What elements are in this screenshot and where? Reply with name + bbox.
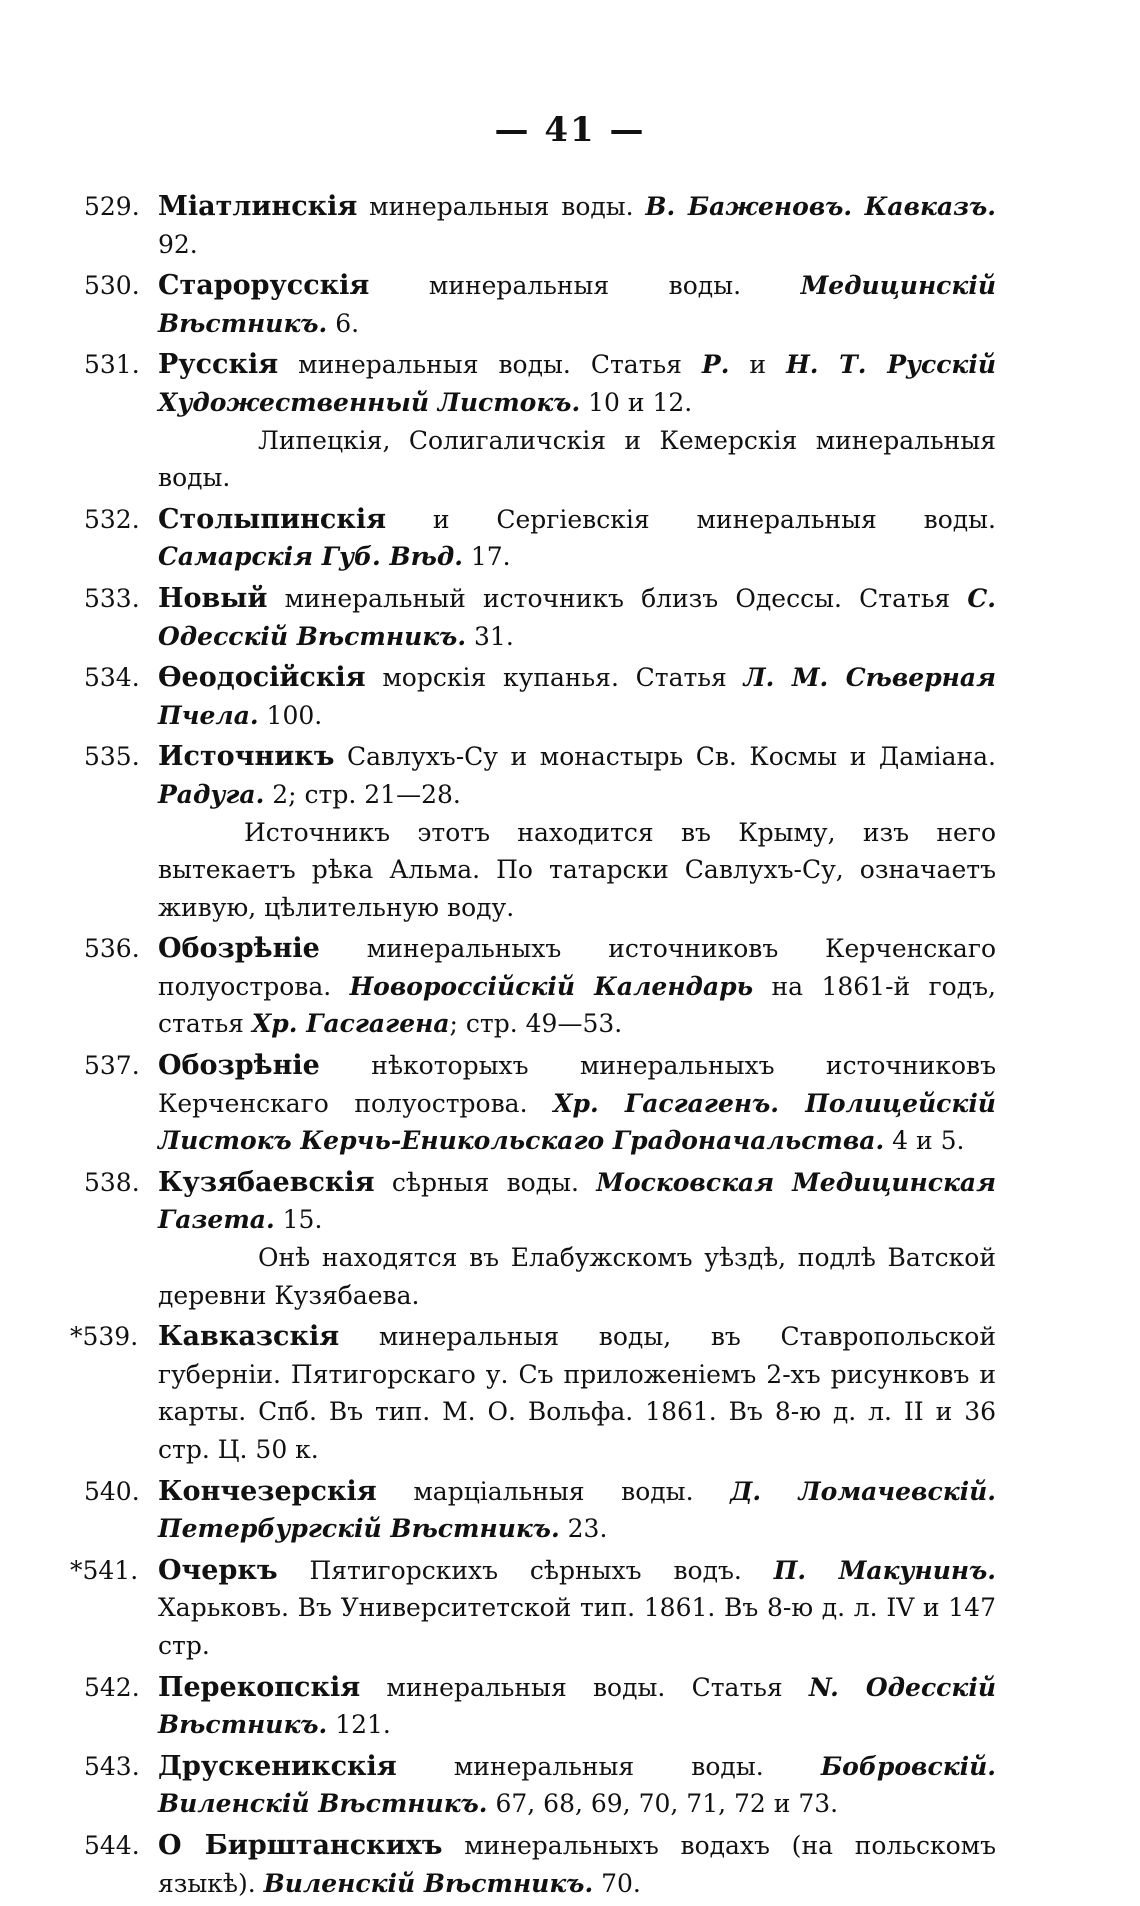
entry-542 (84, 1669, 996, 1744)
entry-text: минеральныя воды, въ Ставропольской губерніи. Пятигорскаго у. Съ приложеніемъ 2-хъ рисунковъ и карты. Спб. Въ тип. М. О. Вольфа. 1861. Въ 8-ю д. л. II и 36 стр. Ц. 50 к. (158, 1322, 996, 1464)
entry-source: Д. Ломачевскій. Петербургскій Вѣстникъ. (158, 1476, 996, 1544)
entry-text: и Сергіевскія минеральныя воды. (386, 504, 996, 534)
entry-imprint: Харьковъ. Въ Университетской тип. 1861. Въ 8-ю д. л. IV и 147 стр. (158, 1593, 996, 1660)
entry-source: N. Одесскій Вѣстникъ. (158, 1672, 996, 1740)
entry-heading: Обозрѣніе (158, 933, 320, 965)
bibliography-list (70, 188, 997, 1906)
entry-heading: О Бирштанскихъ (158, 1829, 443, 1861)
entry-536 (84, 930, 996, 1043)
entry-number: 543. (84, 1751, 140, 1781)
page-number: — 41 — (494, 110, 646, 150)
entry-text: морскія купанья. Статья (365, 663, 744, 693)
entry-number: *539. (70, 1322, 139, 1352)
entry-text: на 1861-й годъ, статья (158, 971, 996, 1039)
entry-issue: 100. (258, 700, 323, 730)
entry-author: Хр. Гасгагена (251, 1009, 450, 1039)
entry-note: Источникъ этотъ находится въ Крыму, изъ него вытекаетъ рѣка Альма. По татарски Савлухъ-Су, означаетъ живую, цѣлительную воду. (158, 817, 996, 922)
entry-issue: 67, 68, 69, 70, 71, 72 и 73. (487, 1789, 839, 1819)
entry-heading: Кончезерскія (158, 1475, 377, 1507)
entry-issue: 17. (462, 542, 511, 572)
entry-issue: 92. (158, 229, 198, 259)
entry-heading: Міатлинскія (158, 191, 358, 222)
entry-number: 530. (84, 271, 140, 301)
entry-issue: 31. (466, 621, 514, 651)
entry-text: минеральныя воды. (357, 192, 646, 221)
entry-text: минеральныя воды. (369, 271, 801, 301)
entry-530 (84, 267, 996, 342)
entry-text: нѣкоторыхъ минеральныхъ источниковъ Керченскаго полуострова. (158, 1051, 996, 1118)
entry-text: минеральныхъ источниковъ Керченскаго полуострова. (158, 934, 996, 1001)
entry-number: 535. (84, 742, 140, 772)
entry-text: сѣрныя воды. (374, 1167, 597, 1197)
entry-544 (84, 1827, 996, 1902)
entry-text: Савлухъ-Су и монастырь Св. Космы и Даміана. (334, 742, 996, 772)
entry-number: 536. (84, 934, 140, 964)
entry-heading: Источникъ (158, 741, 335, 773)
entry-source: Новороссійскій Календарь (349, 971, 754, 1001)
entry-text: минеральныя воды. (396, 1751, 821, 1781)
entry-source: Радуга. (158, 779, 265, 809)
entry-issue: 2; стр. 21—28. (264, 779, 461, 809)
entry-heading: Столыпинскія (158, 503, 387, 535)
entry-source: Н. Т. Русскій Художественный Листокъ. (158, 350, 997, 417)
entry-number: 533. (84, 583, 140, 613)
entry-issue: 4 и 5. (884, 1126, 965, 1156)
entry-source: С. Одесскій Вѣстникъ. (158, 583, 996, 651)
entry-text: Пятигорскихъ сѣрныхъ водъ. (277, 1555, 774, 1585)
entry-text: марціальныя воды. (376, 1476, 731, 1506)
entry-541 (70, 1552, 996, 1665)
entry-text: минеральныхъ водахъ (на польскомъ языкѣ). (158, 1830, 996, 1898)
entry-number: *541. (70, 1555, 139, 1585)
entry-heading: Кавказскія (158, 1321, 340, 1353)
entry-heading: Кузябаевскія (158, 1166, 375, 1198)
entry-531 (84, 346, 996, 496)
entry-number: 529. (84, 192, 140, 221)
entry-number: 544. (84, 1830, 140, 1860)
entry-534 (84, 659, 996, 734)
entry-number: 538. (84, 1167, 140, 1197)
entry-540 (84, 1473, 996, 1548)
entry-heading: Русскія (158, 349, 279, 381)
entry-source: Л. М. Сѣверная Пчела. (158, 663, 996, 730)
entry-author: П. Макунинъ. (773, 1555, 996, 1585)
entry-issue: 121. (327, 1710, 391, 1740)
entry-number: 534. (84, 663, 140, 693)
entry-535 (84, 738, 996, 926)
entry-539 (70, 1318, 996, 1468)
entry-number: 531. (84, 350, 140, 380)
entry-source: Медицинскій Вѣстникъ. (158, 271, 996, 338)
entry-537 (84, 1047, 996, 1160)
entry-text: минеральныя воды. Статья (278, 350, 702, 380)
entry-number: 540. (84, 1476, 140, 1506)
entry-number: 537. (84, 1051, 140, 1081)
entry-532 (84, 501, 996, 576)
entry-538 (84, 1164, 996, 1314)
entry-source: Хр. Гасгагенъ. Полицейскій Листокъ Керчь-Еникольскаго Градоначальства. (158, 1088, 996, 1156)
entry-heading: Ѳеодосійскія (158, 662, 366, 694)
entry-issue: 23. (559, 1514, 608, 1544)
entry-text: минеральный источникъ близъ Одессы. Статья (267, 583, 968, 613)
entry-issue: 6. (327, 308, 360, 338)
entry-note: Онѣ находятся въ Елабужскомъ уѣздѣ, подлѣ Ватской деревни Кузябаева. (158, 1243, 996, 1310)
entry-heading: Друскеникскія (158, 1750, 397, 1782)
entry-text: минеральныя воды. Статья (360, 1672, 809, 1702)
entry-text: и (729, 350, 787, 380)
entry-heading: Перекопскія (158, 1671, 361, 1703)
entry-533 (84, 580, 996, 655)
entry-source: Виленскій Вѣстникъ. (263, 1868, 594, 1898)
entry-issue: ; стр. 49—53. (449, 1009, 623, 1039)
entry-heading: Очеркъ (158, 1554, 278, 1586)
entry-note: Липецкія, Солигаличскія и Кемерскія минеральныя воды. (158, 425, 996, 493)
entry-issue: 15. (274, 1205, 323, 1235)
entry-source: Бобровскій. Виленскій Вѣстникъ. (158, 1751, 996, 1819)
entry-source: Московская Медицинская Газета. (158, 1167, 996, 1235)
entry-543 (84, 1748, 996, 1823)
entry-author: Р. (701, 350, 730, 380)
entry-number: 532. (84, 504, 140, 534)
entry-issue: 70. (593, 1868, 641, 1898)
entry-heading: Обозрѣніе (158, 1050, 320, 1082)
entry-heading: Старорусскія (158, 270, 370, 302)
entry-heading: Новый (158, 582, 268, 614)
entry-number: 542. (84, 1672, 140, 1702)
entry-issue: 10 и 12. (580, 387, 693, 417)
entry-source: В. Баженовъ. Кавказъ. (645, 192, 996, 221)
entry-source: Самарскія Губ. Вѣд. (158, 542, 463, 572)
entry-529 (84, 188, 996, 263)
